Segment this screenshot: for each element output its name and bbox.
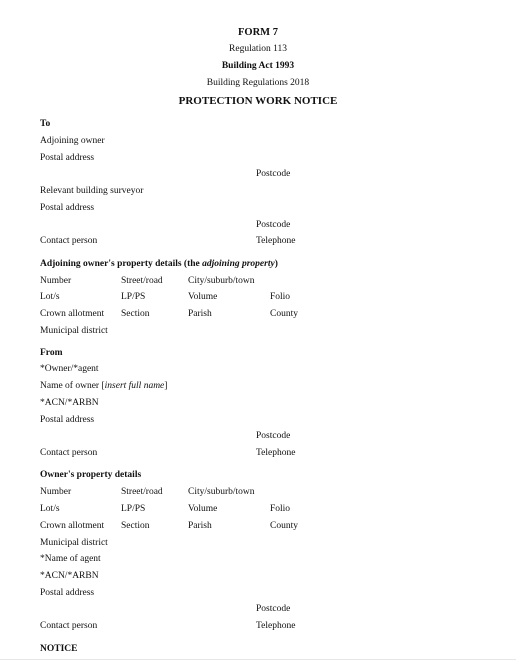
agent-name-label: *Name of agent [40,554,101,564]
own-number-label: Number [40,487,72,497]
agent-telephone-label: Telephone [256,621,296,631]
from-postal-address-label: Postal address [40,415,95,425]
agent-contact-person-label: Contact person [40,621,98,631]
adj-number-label: Number [40,276,72,286]
adj-street-label: Street/road [121,276,163,286]
from-heading: From [40,348,63,358]
from-telephone-label: Telephone [256,448,296,458]
adj-crown-label: Crown allotment [40,309,105,319]
own-lots-label: Lot/s [40,504,60,514]
adj-municipal-label: Municipal district [40,326,108,336]
own-section-label: Section [121,521,150,531]
adjoining-property-heading [40,258,278,270]
adjoining-heading-text: Adjoining owner's property details (the [40,259,203,269]
notice-heading: NOTICE [40,644,78,654]
from-contact-person-label: Contact person [40,448,98,458]
adjoining-owner-label: Adjoining owner [40,136,105,146]
postal-address-label: Postal address [40,153,95,163]
to-heading: To [40,119,51,129]
agent-postcode-label: Postcode [256,604,291,614]
adjoining-heading-italic: adjoining property [202,259,275,269]
adj-section-label: Section [121,309,150,319]
owner-property-heading: Owner's property details [40,470,142,480]
agent-acn-label: *ACN/*ARBN [40,571,99,581]
own-county-label: County [270,521,298,531]
own-folio-label: Folio [270,504,291,514]
telephone-label: Telephone [256,236,296,246]
postcode-label: Postcode [256,169,291,179]
owner-name-label [40,380,167,392]
owner-name-close: ] [164,381,168,391]
owner-name-text: Name of owner [ [40,381,105,391]
surveyor-label: Relevant building surveyor [40,186,144,196]
adj-city-label: City/suburb/town [188,276,255,286]
regs-ref: Building Regulations 2018 [206,78,310,88]
form-number: FORM 7 [238,27,278,38]
notice-title: PROTECTION WORK NOTICE [178,95,338,107]
page-bottom-edge [0,659,516,660]
own-crown-label: Crown allotment [40,521,105,531]
adj-lots-label: Lot/s [40,292,60,302]
adj-lpps-label: LP/PS [121,292,146,302]
own-city-label: City/suburb/town [188,487,255,497]
adj-folio-label: Folio [270,292,291,302]
own-street-label: Street/road [121,487,163,497]
agent-postal-address-label: Postal address [40,588,95,598]
from-postcode-label: Postcode [256,431,291,441]
own-lpps-label: LP/PS [121,504,146,514]
contact-person-label: Contact person [40,236,98,246]
owner-name-italic: insert full name [104,381,165,391]
from-acn-label: *ACN/*ARBN [40,398,99,408]
adj-parish-label: Parish [188,309,212,319]
adj-volume-label: Volume [188,292,218,302]
act-ref: Building Act 1993 [221,61,295,71]
owner-agent-label: *Owner/*agent [40,364,99,374]
surveyor-postcode-label: Postcode [256,220,291,230]
own-parish-label: Parish [188,521,212,531]
adj-county-label: County [270,309,298,319]
regulation-ref: Regulation 113 [229,44,287,54]
own-municipal-label: Municipal district [40,538,108,548]
own-volume-label: Volume [188,504,218,514]
adjoining-heading-close: ) [274,259,278,269]
surveyor-postal-address-label: Postal address [40,203,95,213]
